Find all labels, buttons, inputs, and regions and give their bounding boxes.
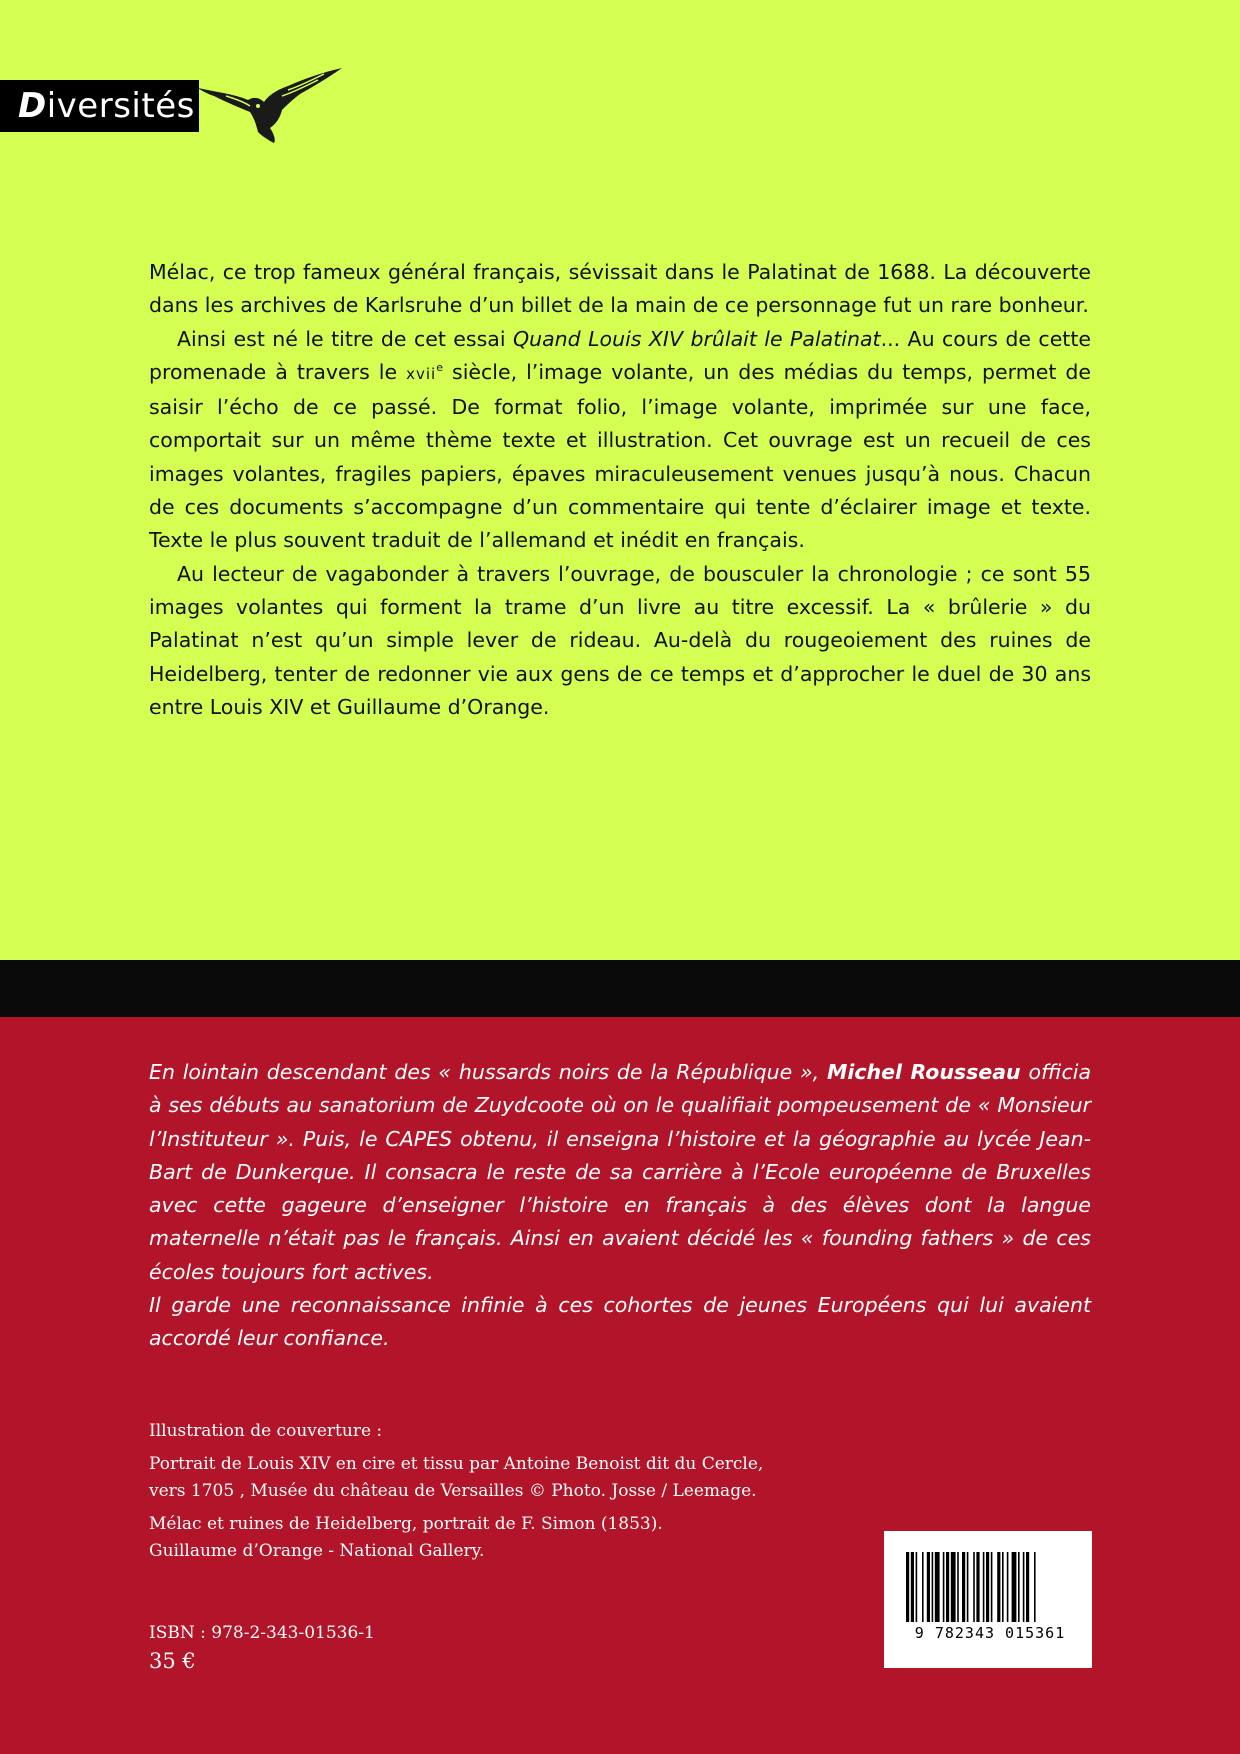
barcode [884, 1531, 1092, 1668]
bio-text: En lointain descendant des « hussards noirs de la République », [149, 1060, 827, 1084]
bio-paragraph: Il garde une reconnaissance infinie à ces cohortes de jeunes Européens qui lui avaient accordé leur confiance. [149, 1293, 1091, 1351]
summary-text: ... Au cours de cette promenade à travers le [149, 326, 1091, 384]
summary-text: Ainsi est né le titre de cet essai [177, 326, 513, 351]
century-numeral: xvii [406, 364, 437, 383]
credit-line: Mélac et ruines de Heidelberg, portrait de F. Simon (1853). [149, 1514, 663, 1534]
cover-credits [149, 1418, 849, 1565]
collection-initial: D [18, 86, 47, 126]
author-name: Michel Rousseau [826, 1060, 1021, 1084]
isbn: ISBN : 978-2-343-01536-1 [149, 1623, 375, 1643]
bird-icon [196, 66, 344, 144]
summary-paragraph: Au lecteur de vagabonder à travers l’ouvrage, de bousculer la chronologie ; ce sont 55 images volantes qui forment la trame d’un livre au titre excessif. La « brûlerie » du Palatinat n’est qu’un simple lever de rideau. Au-delà du rougeoiement des ruines de Heidelberg, tenter de redonner vie aux gens de ce temps et d’approcher le duel de 30 ans entre Louis XIV et Guillaume d’Orange. [149, 561, 1091, 719]
book-title: Quand Louis XIV brûlait le Palatinat [512, 326, 881, 351]
black-band [0, 960, 1240, 1017]
credit-line: Guillaume d’Orange - National Gallery. [149, 1541, 485, 1561]
summary-text: siècle, l’image volante, un des médias du temps, permet de saisir l’écho de ce passé. De format folio, l’image volante, imprimée sur une face, comportait sur un même thème texte et illustration. Cet ouvrage est un recueil de ces images volantes, fragiles papiers, épaves miraculeusement venues jusqu’à nous. Chacun de ces documents s’accompagne d’un commentaire qui tente d’éclairer image et texte. Texte le plus souvent traduit de l’allemand et inédit en français. [149, 359, 1091, 553]
bio-text: officia à ses débuts au sanatorium de Zuydcoote où on le qualifiait pompeusement de « Monsieur l’Instituteur ». Puis, le CAPES obtenu, il enseigna l’histoire et la géographie au lycée Jean-Bart de Dunkerque. Il consacra le reste de sa carrière à l’Ecole européenne de Bruxelles avec cette gageure d’enseigner l’histoire en français à des élèves dont la langue maternelle n’était pas le français. Ainsi en avaient décidé les « founding fathers » de ces écoles toujours fort actives. [149, 1060, 1092, 1284]
bio-paragraph [149, 1056, 1091, 1289]
collection-name-rest: iversités [46, 86, 195, 126]
credits-heading: Illustration de couverture : [149, 1421, 383, 1441]
barcode-icon [904, 1552, 1076, 1624]
book-summary [149, 256, 1091, 724]
author-bio [149, 1056, 1091, 1356]
credit-line: vers 1705 , Musée du château de Versailles © Photo. Josse / Leemage. [149, 1481, 757, 1501]
barcode-digits: 9 782343 015361 [914, 1624, 1066, 1642]
summary-paragraph [149, 323, 1091, 558]
summary-paragraph: Mélac, ce trop fameux général français, sévissait dans le Palatinat de 1688. La découverte dans les archives de Karlsruhe d’un billet de la main de ce personnage fut un rare bonheur. [149, 260, 1091, 318]
century-superscript: e [436, 361, 443, 375]
credit-line: Portrait de Louis XIV en cire et tissu par Antoine Benoist dit du Cercle, [149, 1454, 764, 1474]
price: 35 € [149, 1649, 196, 1673]
collection-label [0, 80, 199, 132]
